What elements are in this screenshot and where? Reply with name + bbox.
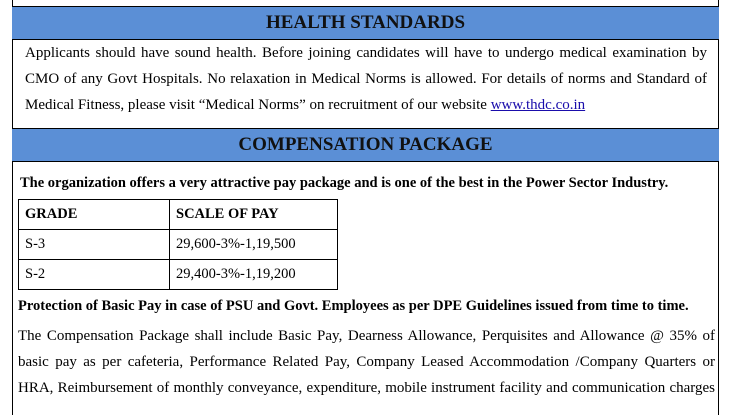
health-standards-text xyxy=(25,40,707,118)
pay-scale-table xyxy=(18,199,338,290)
compensation-intro: The organization offers a very attractive pay package and is one of the best in the Power Sector Industry. xyxy=(20,175,669,191)
table-row xyxy=(19,230,338,260)
health-standards-body: Applicants should have sound health. Before joining candidates will have to undergo medical examination by CMO of any Govt Hospitals. No relaxation in Medical Norms is allowed. For details of norms and Standard of Medical Fitness, please visit “Medical Norms” on recruitment of our website xyxy=(25,45,707,113)
website-link[interactable]: www.thdc.co.in xyxy=(490,97,586,113)
scale-cell: 29,600-3%-1,19,500 xyxy=(170,230,338,260)
grade-cell: S-2 xyxy=(19,260,170,290)
table-header-row xyxy=(19,200,338,230)
compensation-package-text: The Compensation Package shall include Basic Pay, Dearness Allowance, Perquisites and Allowance @ 35% of basic pay as per cafeteria, Performance Related Pay, Company Leased Accommodation /Company Quarters or HRA, Reimbursement of monthly conveyance, expenditure, mobile instrument facility and communication charges xyxy=(18,328,715,396)
grade-cell: S-3 xyxy=(19,230,170,260)
table-row xyxy=(19,260,338,290)
health-standards-heading: HEALTH STANDARDS xyxy=(12,6,719,40)
scale-column-header: SCALE OF PAY xyxy=(170,200,338,230)
grade-column-header: GRADE xyxy=(19,200,170,230)
compensation-package-heading: COMPENSATION PACKAGE xyxy=(12,128,719,162)
pay-protection-note: Protection of Basic Pay in case of PSU and Govt. Employees as per DPE Guidelines issued from time to time. xyxy=(18,298,689,314)
scale-cell: 29,400-3%-1,19,200 xyxy=(170,260,338,290)
